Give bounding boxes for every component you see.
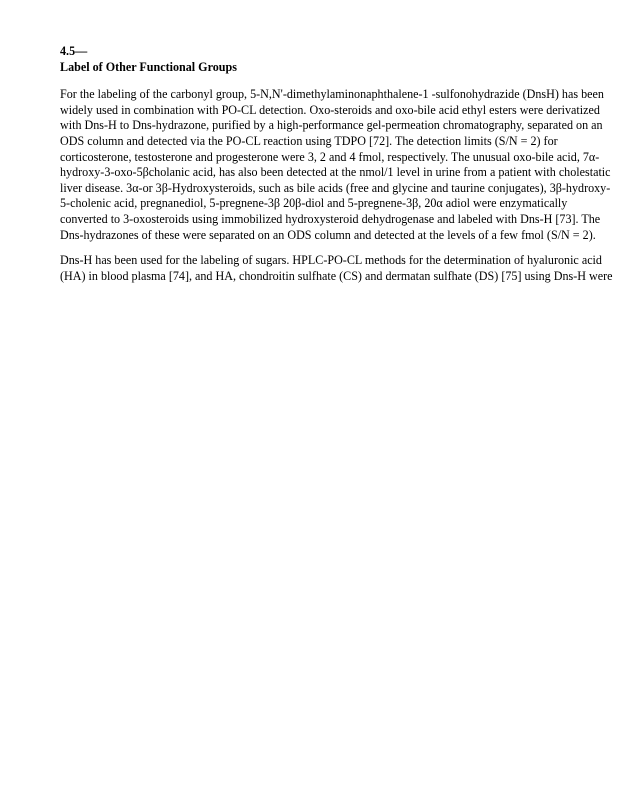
paragraph-carbonyl-labeling: For the labeling of the carbonyl group, 5-N,N'-dimethylaminonaphthalene-1 -sulfonohydrazide (DnsH) has been widely used in combination with PO-CL detection. Oxo-steroids and oxo-bile acid ethyl esters were derivatized with Dns-H to Dns-hydrazone, purified by a high-performance gel-permeation chromatography, separated on an ODS column and detected via the PO-CL reaction using TDPO [72]. The detection limits (S/N = 2) for corticosterone, testosterone and progesterone were 3, 2 and 4 fmol, respectively. The unusual oxo-bile acid, 7α-hydroxy-3-oxo-5βcholanic acid, has also been detected at the nmol/1 level in urine from a patient with cholestatic liver disease. 3α-or 3β-Hydroxysteroids, such as bile acids (free and glycine and taurine conjugates), 3β-hydroxy-5-cholenic acid, pregnanediol, 5-pregnene-3β 20β-diol and 5-pregnene-3β, 20α adiol were enzymatically converted to 3-oxosteroids using immobilized hydroxysteroid dehydrogenase and labeled with Dns-H [73]. The Dns-hydrazones of these were separated on an ODS column and detected at the levels of a few fmol (S/N = 2). <box>60 87 611 242</box>
document-page <box>60 44 615 294</box>
section-number: 4.5— <box>60 44 88 58</box>
paragraph-sugar-labeling: Dns-H has been used for the labeling of sugars. HPLC-PO-CL methods for the determination of hyaluronic acid (HA) in blood plasma [74], and HA, chondroitin sulfhate (CS) and dermatan sulfhate (DS) [75] using Dns-H were <box>60 253 613 283</box>
section-title: Label of Other Functional Groups <box>60 59 237 74</box>
